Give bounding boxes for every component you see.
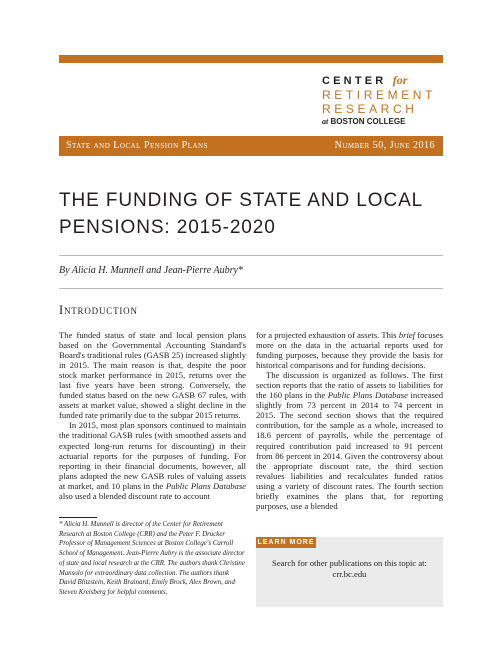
body-paragraph: The funded status of state and local pension plans based on the Governmental Accounting Standard's Board's traditional rules (GASB 25) increased slightly in 2015. The main reason is that, despite the poor stock market performance in 2015, returns over the last five years have been strong. Conversely, the funded status based on the new GASB 67 rules, with assets at market value, showed a slight decline in the funded rate primarily due to the subpar 2015 returns.: [59, 330, 246, 421]
body-paragraph: The discussion is organized as follows. The first section reports that the ratio of assets to liabilities for the 160 plans in the Public Plans Database increased slightly from 73 percent in 2014 to 74 percent in 2015. The second section shows that the required contribution, for the sample as a whole, increased to 18.6 percent of payrolls, while the percentage of required contribution paid increased to 91 percent from 86 percent in 2014. Given the controversy about the appropriate discount rate, the third section revalues liabilities and recalculates funded ratios using a variety of discount rates. The fourth section briefly examines the plans that, for reporting purposes, use a blended: [256, 370, 443, 511]
center-logo: [322, 73, 442, 126]
footnote-rule: [59, 517, 97, 518]
logo-research-word: RESEARCH: [322, 102, 418, 116]
learn-more-box: [256, 537, 443, 607]
logo-at-word: at: [322, 117, 329, 126]
learn-more-description: Search for other publications on this topic at:: [272, 558, 427, 568]
body-paragraph: In 2015, most plan sponsors continued to maintain the traditional GASB rules (with smoothed assets and expected long-run returns for discounting) in their actuarial reports for the purposes of funding. For reporting in their financial documents, however, all plans adopted the new GASB rules of valuing assets at market, and 10 plans in the Public Plans Database also used a blended discount rate to account: [59, 420, 246, 501]
header-accent-bar: [59, 55, 443, 63]
logo-for-word: for: [392, 73, 408, 87]
issue-number-date: Number 50, June 2016: [334, 140, 435, 151]
body-column-right: [256, 330, 443, 511]
section-heading: Introduction: [59, 303, 138, 317]
series-band: [59, 136, 443, 156]
body-column-left: [59, 330, 246, 501]
series-name: State and Local Pension Plans: [66, 140, 209, 151]
brief-title: THE FUNDING OF STATE AND LOCAL PENSIONS: 2015-2020: [59, 190, 423, 238]
logo-retirement-word: RETIREMENT: [322, 88, 436, 102]
title-divider: [59, 255, 443, 256]
authors-byline: By Alicia H. Munnell and Jean-Pierre Aubry*: [59, 265, 243, 276]
logo-center-line: [322, 73, 442, 88]
learn-more-tab: LEARN MORE: [257, 539, 315, 546]
logo-college-line: [322, 117, 442, 126]
body-paragraph: for a projected exhaustion of assets. This brief focuses more on the data in the actuarial reports used for funding purposes, because they provide the basis for historical comparisons and for funding decisions.: [256, 330, 444, 371]
learn-more-link[interactable]: crr.bc.edu: [332, 568, 367, 579]
learn-more-text: [262, 558, 437, 579]
logo-center-word: CENTER: [322, 75, 387, 87]
logo-college-name: BOSTON COLLEGE: [330, 117, 406, 126]
byline-divider: [59, 288, 443, 289]
author-footnote: * Alicia H. Munnell is director of the Center for Retirement Research at Boston College (CRR) and the Peter F. Drucker Professor of Management Sciences at Boston College's Carroll School of Management. Jean-Pierre Aubry is the associate director of state and local research at the CRR. The authors thank Christine Mansolo for extraordinary data collection. The authors thank David Blitzstein, Keith Brainard, Emily Brock, Alex Brown, and Steven Kreisberg for helpful comments.: [59, 521, 245, 596]
